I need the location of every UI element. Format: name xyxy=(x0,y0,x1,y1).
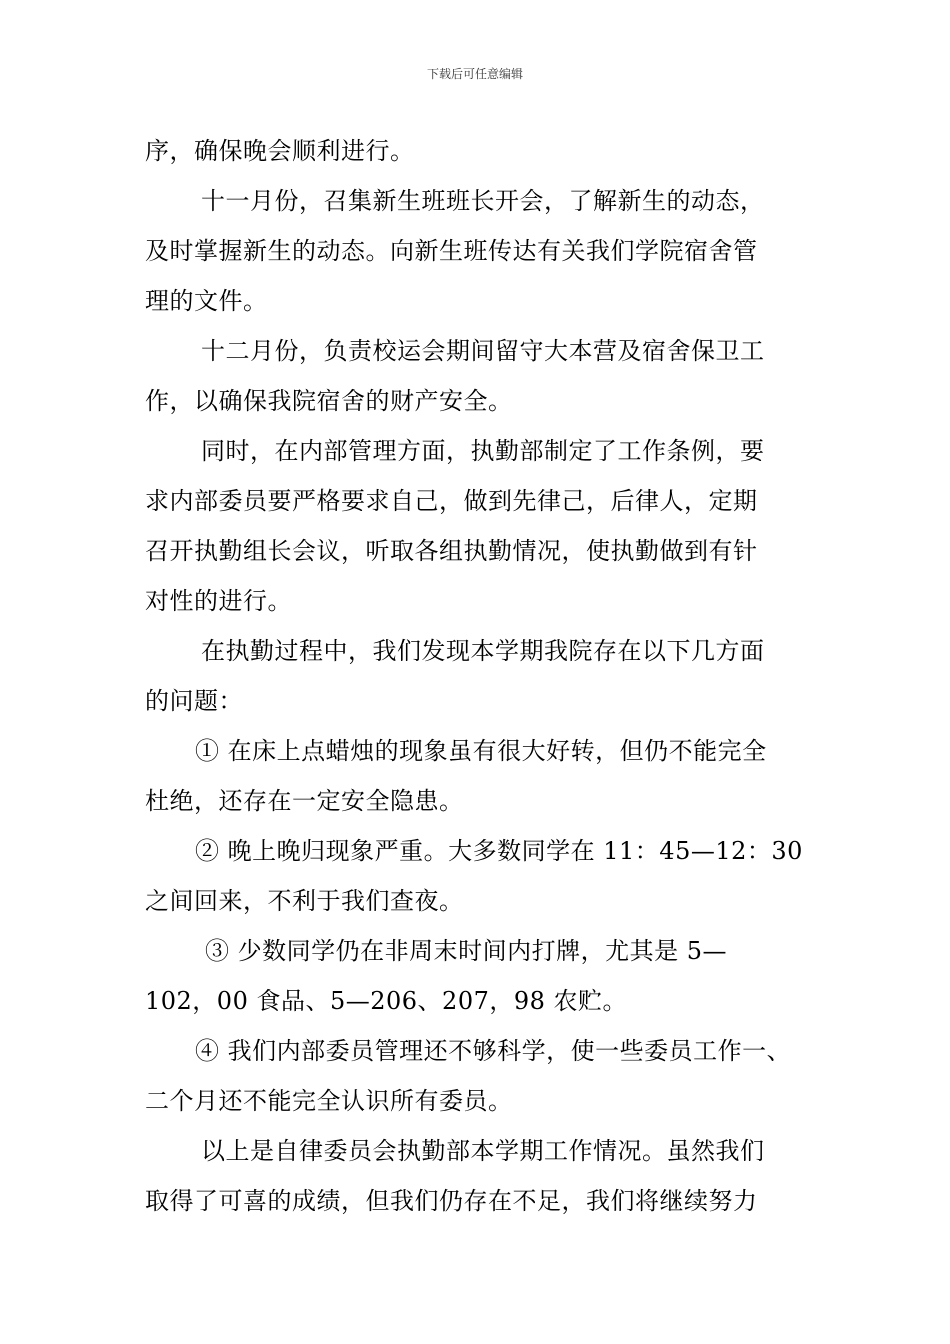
text-line: 杜绝，还存在一定安全隐患。 xyxy=(145,787,464,815)
text-line: 作，以确保我院宿舍的财产安全。 xyxy=(145,387,513,415)
document-body xyxy=(145,126,815,1226)
list-item-1: ① 在床上点蜡烛的现象虽有很大好转，但仍不能完全 xyxy=(195,737,767,765)
text-line: 召开执勤组长会议，听取各组执勤情况，使执勤做到有针 xyxy=(145,537,758,565)
list-item-3: ③ 少数同学仍在非周末时间内打牌，尤其是 5— xyxy=(205,937,728,965)
text-line: 之间回来，不利于我们查夜。 xyxy=(145,887,464,915)
text-line: 的问题： xyxy=(145,687,243,715)
text-line: 102，00 食品、5—206、207，98 农贮。 xyxy=(145,987,628,1015)
paragraph-start: 十二月份，负责校运会期间留守大本营及宿舍保卫工 xyxy=(201,337,765,365)
paragraph-start: 在执勤过程中，我们发现本学期我院存在以下几方面 xyxy=(201,637,765,665)
page-header: 下载后可任意编辑 xyxy=(426,67,523,81)
paragraph-start: 同时，在内部管理方面，执勤部制定了工作条例，要 xyxy=(201,437,765,465)
text-line: 二个月还不能完全认识所有委员。 xyxy=(145,1087,513,1115)
text-line: 序，确保晚会顺利进行。 xyxy=(145,137,415,165)
list-item-2: ② 晚上晚归现象严重。大多数同学在 11：45—12：30 xyxy=(195,837,803,865)
paragraph-start: 十一月份，召集新生班班长开会，了解新生的动态， xyxy=(201,187,765,215)
text-line: 及时掌握新生的动态。向新生班传达有关我们学院宿舍管 xyxy=(145,237,758,265)
text-line: 理的文件。 xyxy=(145,287,268,315)
paragraph-start: 以上是自律委员会执勤部本学期工作情况。虽然我们 xyxy=(201,1137,765,1165)
text-line: 求内部委员要严格要求自己，做到先律己，后律人，定期 xyxy=(145,487,758,515)
list-item-4: ④ 我们内部委员管理还不够科学，使一些委员工作一、 xyxy=(195,1037,792,1065)
text-line: 对性的进行。 xyxy=(145,587,292,615)
text-line: 取得了可喜的成绩，但我们仍存在不足，我们将继续努力 xyxy=(145,1187,758,1215)
